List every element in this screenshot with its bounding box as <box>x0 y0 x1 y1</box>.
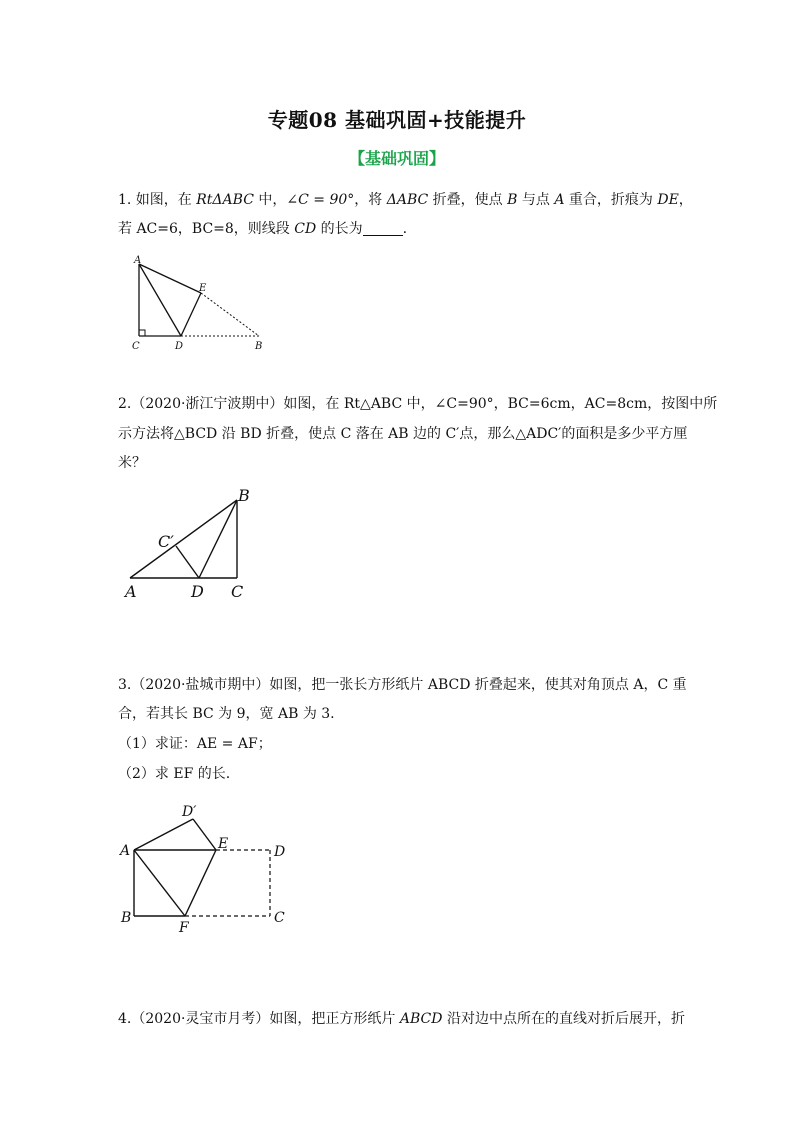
q2-label-c-prime: C′ <box>158 532 174 551</box>
q3-label-a: A <box>120 843 131 859</box>
q1-figure <box>128 252 268 352</box>
q4-square-abcd: ABCD <box>399 1011 443 1027</box>
q1-text: 重合，折痕为 <box>564 192 658 208</box>
q2-hypotenuse-ab <box>130 500 237 578</box>
q1-text: . <box>402 221 408 237</box>
q3-segment-d-prime-e <box>193 819 216 850</box>
q2-fold-bd <box>199 500 237 578</box>
q1-text: 中， <box>253 192 287 208</box>
q1-text: ，将 <box>354 192 387 208</box>
q3-line-2: 合，若其长 BC 为 9，宽 AB 为 3. <box>118 706 335 722</box>
q1-line-2 <box>118 219 678 239</box>
q3-line-1: 3.（2020·盐城市期中）如图，把一张长方形纸片 ABCD 折叠起来，使其对角顶点 A，C 重 <box>118 677 687 693</box>
page-title: 专题08 基础巩固+技能提升 <box>267 108 527 132</box>
q1-label-e: E <box>199 283 207 294</box>
q3-segment-ad-prime <box>134 819 193 850</box>
section-heading: 【基础巩固】 <box>348 149 445 168</box>
q4-text: 沿对边中点所在的直线对折后展开，折 <box>442 1011 685 1027</box>
q3-label-d: D <box>274 844 286 860</box>
q1-text: 若 AC=6，BC=8，则线段 <box>118 221 295 237</box>
q3-figure <box>118 800 308 935</box>
q1-text: 的长为 <box>316 221 363 237</box>
q1-label-d: D <box>175 341 184 352</box>
q1-fold-ad <box>139 264 181 336</box>
q1-right-angle-mark <box>139 330 145 336</box>
q1-triangle: ΔABC <box>386 192 429 208</box>
q3-label-f: F <box>179 920 189 936</box>
q3-label-e: E <box>218 836 229 852</box>
q1-label-b: B <box>255 341 263 352</box>
q1-point-a: A <box>554 192 565 208</box>
q1-text: ， <box>678 192 693 208</box>
q1-label-a: A <box>134 255 142 266</box>
q3-label-d-prime: D′ <box>182 804 197 820</box>
q2-label-d: D <box>191 582 204 601</box>
q1-crease: DE <box>657 192 679 208</box>
q3-crease-ef <box>185 850 216 916</box>
q1-text: 1. 如图，在 <box>118 192 197 208</box>
q2-label-b: B <box>238 486 250 505</box>
q1-text: 折叠，使点 <box>428 192 508 208</box>
q1-dashed-eb <box>201 293 259 336</box>
q2-line-3: 米？ <box>118 455 146 471</box>
q1-text: 与点 <box>517 192 555 208</box>
q1-answer-blank[interactable] <box>363 221 403 236</box>
q1-line-1 <box>118 190 693 210</box>
q1-angle: ∠C = 90° <box>286 192 355 208</box>
q1-point-b: B <box>507 192 518 208</box>
q3-segment-af <box>134 850 185 916</box>
q2-segment-c1d <box>176 546 199 578</box>
q3-line-4: （2）求 EF 的长. <box>118 766 231 782</box>
q3-line-3: （1）求证：AE = AF； <box>118 736 272 752</box>
q4-text: 4.（2020·灵宝市月考）如图，把正方形纸片 <box>118 1011 400 1027</box>
q2-line-2: 示方法将△BCD 沿 BD 折叠，使点 C 落在 AB 边的 C′点，那么△ADC′的面积是多少平方厘 <box>118 426 688 442</box>
q2-line-1: 2.（2020·浙江宁波期中）如图，在 Rt△ABC 中，∠C=90°，BC=6cm，AC=8cm，按图中所 <box>118 396 718 412</box>
q1-segment-cd: CD <box>294 221 317 237</box>
q2-figure <box>120 486 280 606</box>
q3-label-b: B <box>121 910 132 926</box>
q2-label-c: C <box>231 582 244 601</box>
q1-crease-de <box>181 293 201 336</box>
q1-rt-triangle: RtΔABC <box>196 192 254 208</box>
q1-side-ae <box>139 264 201 293</box>
q2-label-a: A <box>125 582 137 601</box>
q3-label-c: C <box>274 910 285 926</box>
q4-line-1 <box>118 1009 685 1029</box>
q1-label-c: C <box>132 341 140 352</box>
